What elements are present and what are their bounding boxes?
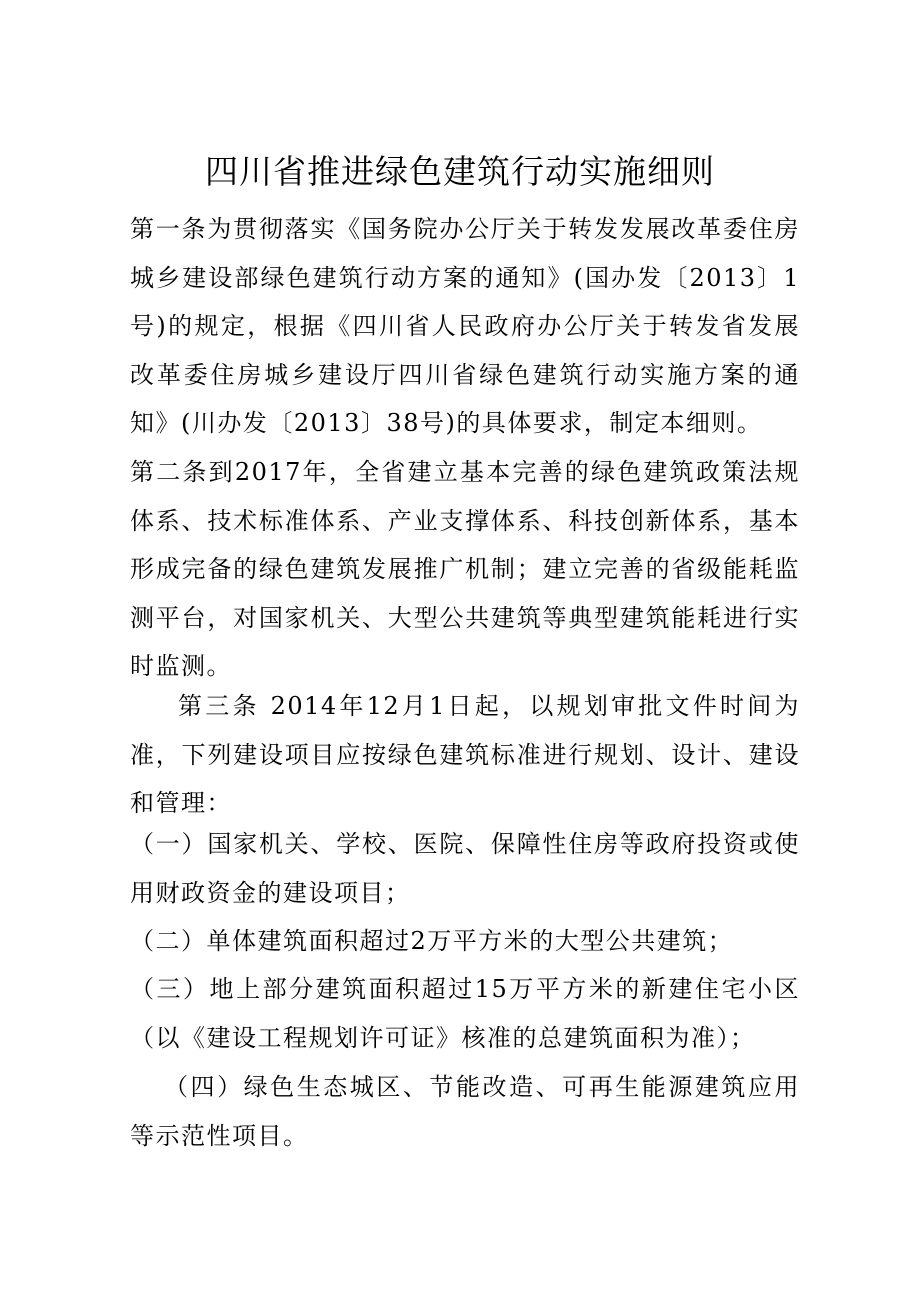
article-2-paragraph: 第二条到2017年，全省建立基本完善的绿色建筑政策法规体系、技术标准体系、产业支撑体系、科技创新体系，基本形成完备的绿色建筑发展推广机制；建立完善的省级能耗监测平台，对国家机关、大型公共建筑等典型建筑能耗进行实时监测。: [130, 458, 800, 681]
article-3-paragraph: 第三条 2014年12月1日起，以规划审批文件时间为准，下列建设项目应按绿色建筑标准进行规划、设计、建设和管理：: [130, 692, 800, 818]
item-4-paragraph: （四）绿色生态城区、节能改造、可再生能源建筑应用等示范性项目。: [130, 1073, 800, 1150]
item-2-paragraph: （二）单体建筑面积超过2万平方米的大型公共建筑；: [130, 927, 734, 955]
article-1-paragraph: 第一条为贯彻落实《国务院办公厅关于转发发展改革委住房城乡建设部绿色建筑行动方案的通知》(国办发〔2013〕1号)的规定，根据《四川省人民政府办公厅关于转发省发展改革委住房城乡建设厅四川省绿色建筑行动实施方案的通知》(川办发〔2013〕38号)的具体要求，制定本细则。: [130, 215, 800, 438]
document-title: 四川省推进绿色建筑行动实施细则: [205, 152, 715, 191]
item-3-paragraph: （三）地上部分建筑面积超过15万平方米的新建住宅小区（以《建设工程规划许可证》核准的总建筑面积为准）；: [130, 975, 800, 1052]
item-1-paragraph: （一）国家机关、学校、医院、保障性住房等政府投资或使用财政资金的建设项目；: [130, 830, 800, 907]
